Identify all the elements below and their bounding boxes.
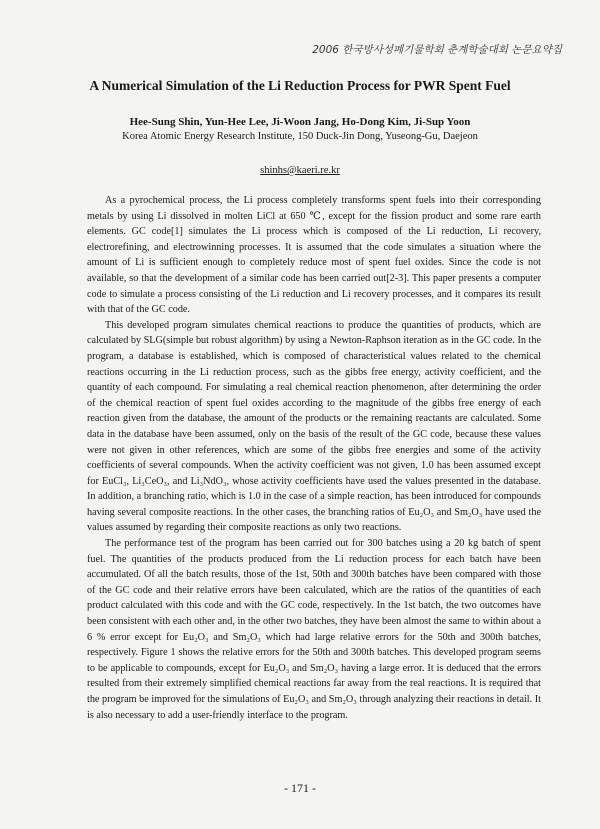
- author-list: Hee-Sung Shin, Yun-Hee Lee, Ji-Woon Jang, Ho-Dong Kim, Ji-Sup Yoon: [129, 116, 471, 128]
- running-header: 2006 한국방사성폐기물학회 춘계학술대회 논문요약집: [312, 44, 562, 56]
- page-number: - 171 -: [284, 781, 316, 795]
- email-link[interactable]: shinhs@kaeri.re.kr: [260, 165, 340, 176]
- paper-title: A Numerical Simulation of the Li Reduction Process for PWR Spent Fuel: [89, 78, 511, 93]
- paragraph-2: This developed program simulates chemical reactions to produce the quantities of products, which are calculated by SLG(simple but robust algorithm) by using a Newton-Raphson iteration as in the GC code. In the program, a database is established, which is composed of characteristical values related to the chemical reactions occurring in the Li reduction process, such as the gibbs free energy, activity coefficient, and the quantity of each compound. For simulating a real chemical reaction phenomenon, after determining the order of the chemical reaction of spent fuel oxides according to the magnitude of the gibbs free energy of each reaction given from the database, the amount of the products or the remaining reactants are calculated. Some data in the database have been assumed, only on the basis of the result of the GC code, because these values were not given in other references, which are some of the gibbs free energies and some of the activity coefficients of several compounds. When the activity coefficient was not given, 1.0 has been assumed except for EuCl₃, Li₃CeO₃, and Li₃NdO₃, whose activity coefficients have used the values presented in the database. In addition, a branching ratio, which is 1.0 in the case of a simple reaction, has been introduced for compounds having several composite reactions. In the other cases, the branching ratios of Eu₂O₃ and Sm₂O₃ have used the values assumed by regarding their composite reactions as only two reactions.: [87, 319, 541, 534]
- affiliation: Korea Atomic Energy Research Institute, 150 Duck-Jin Dong, Yuseong-Gu, Daejeon: [122, 131, 478, 142]
- abstract-body: [87, 193, 541, 723]
- paragraph-3: The performance test of the program has been carried out for 300 batches using a 20 kg batch of spent fuel. The quantities of the products produced from the Li reduction process for each batch have been accumulated. Of all the batch results, those of the 1st, 50th and 300th batches have been compared with those of the GC code and their relative errors have been calculated, which are the ratios of the quantities of each product calculated with this code and with the GC code, respectively. In the 1st batch, the two outcomes have been consistent with each other and, in the other two batches, they have been almost the same to within about a 6 % error except for Eu₂O₃ and Sm₂O₃ which had large relative errors for the 50th and 300th batches, respectively. Figure 1 shows the relative errors for the 50th and 300th batches. This developed program seems to be applicable to compounds, except for Eu₂O₃ and Sm₂O₃ having a large error. It is deduced that the errors resulted from their extremely simplified chemical reactions far away from the real reactions. It is required that the program be improved for the simulations of Eu₂O₃ and Sm₂O₃ through analyzing their reactions in detail. It is also necessary to add a user-friendly interface to the program.: [87, 538, 541, 721]
- paragraph-1: As a pyrochemical process, the Li process completely transforms spent fuels into their corresponding metals by using Li dissolved in molten LiCl at 650 ℃, except for the fission product and some rare earth elements. GC code[1] simulates the Li process which is composed of the Li reduction, Li recovery, electrorefining, and electrowinning processes. It is assumed that the code simulates a situation where the amount of Li is sufficient enough to completely reduce most of spent fuel oxides. Since the code is not available, so that the development of a similar code has been carried out[2-3]. This paper presents a computer code to simulate a process consisting of the Li reduction and Li recovery processes, and it compares its result with that of the GC code.: [87, 195, 541, 316]
